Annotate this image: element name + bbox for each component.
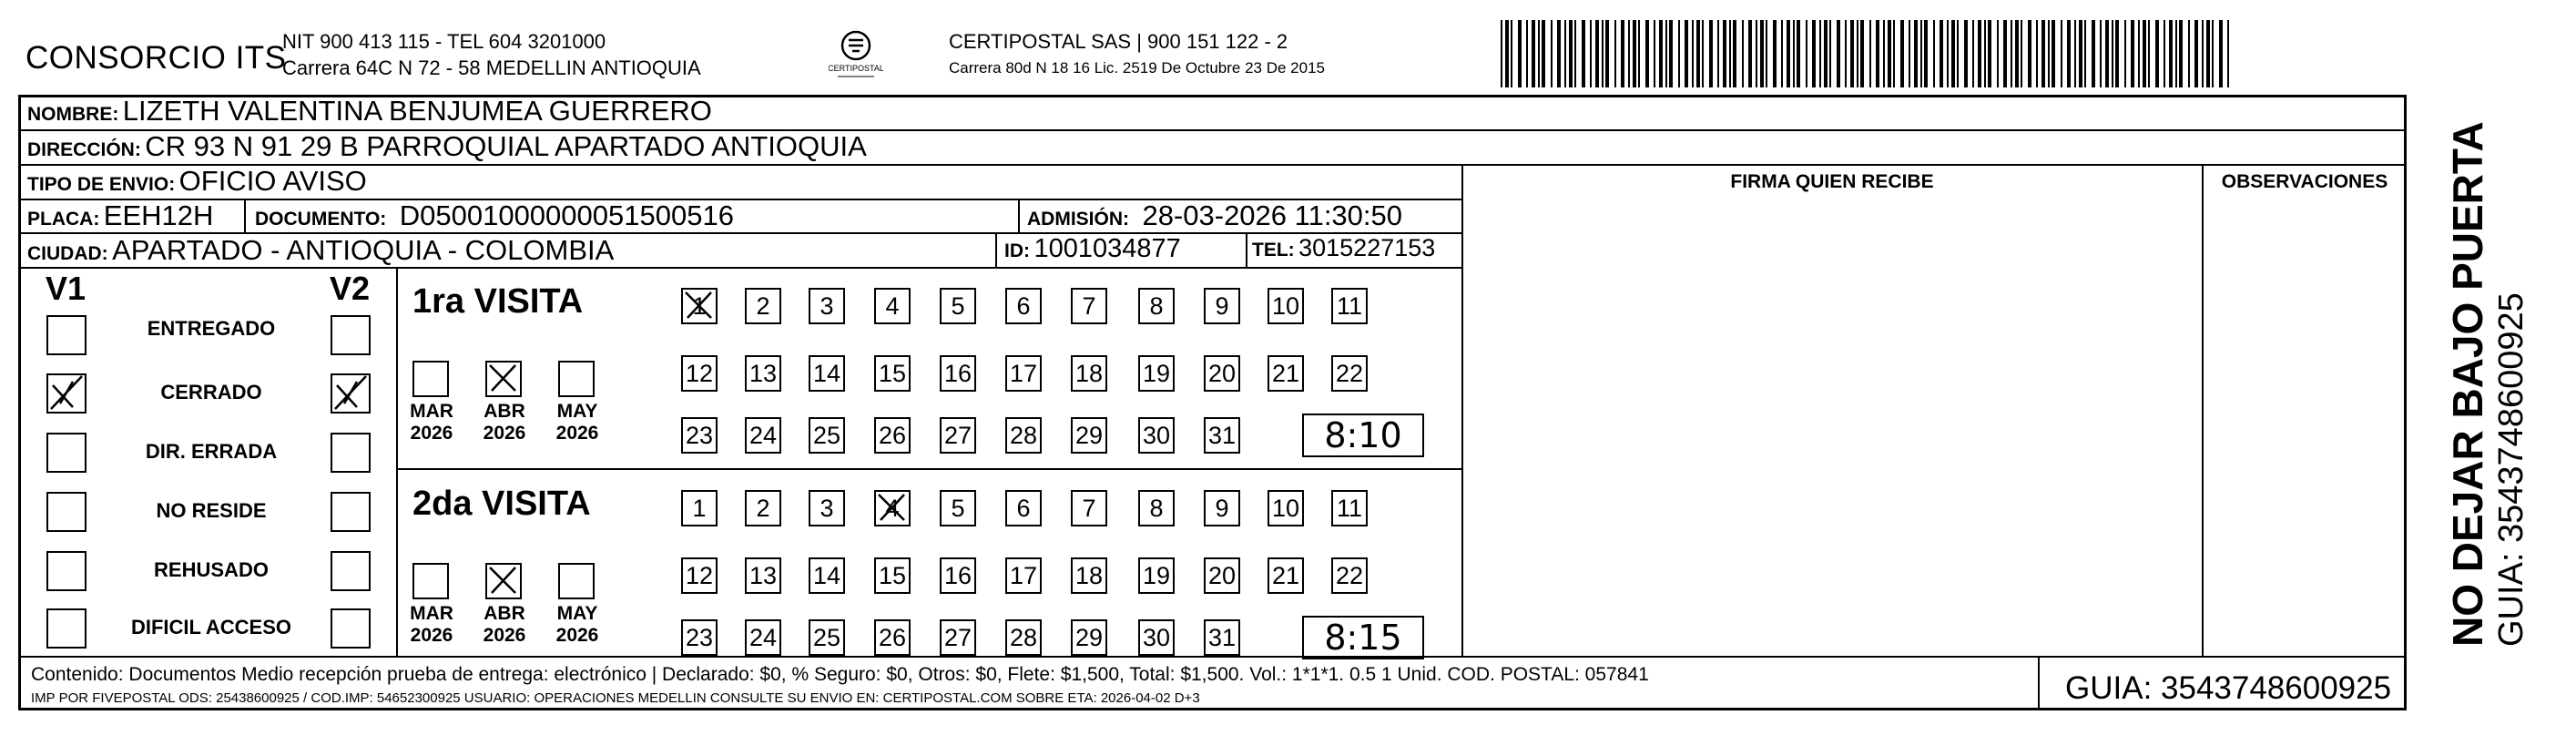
month-checkbox[interactable] [412,361,449,397]
day-box[interactable] [1138,619,1175,656]
certipostal-address: Carrera 80d N 18 16 Lic. 2519 De Octubre 23 De 2015 [949,59,1325,77]
side-notice [2420,109,2557,647]
month-name: MAY [556,603,598,624]
day-number: 8 [1149,495,1164,522]
nombre-row [27,95,712,128]
day-number: 26 [878,422,907,449]
x-mark-icon [484,562,521,598]
certipostal-info [949,28,1325,81]
month-checkbox[interactable] [485,361,522,397]
day-number: 14 [812,562,841,589]
day-number: 28 [1009,422,1038,449]
month-label [400,603,463,647]
day-number: 16 [943,360,972,387]
status-option-label: ENTREGADO [147,317,276,340]
day-box[interactable] [1204,417,1240,454]
day-number: 31 [1207,422,1237,449]
day-number: 25 [812,624,841,651]
side-notice-text: NO DEJAR BAJO PUERTA [2444,121,2491,647]
direccion-label: DIRECCIÓN: [27,139,141,160]
month-checkbox[interactable] [558,563,595,599]
month-label [545,401,609,444]
nit-line: NIT 900 413 115 - TEL 604 3201000 [282,30,606,53]
day-box[interactable] [1071,490,1107,526]
day-number: 2 [756,292,770,320]
id-value: 1001034877 [1033,234,1181,263]
day-box[interactable] [1268,490,1304,526]
day-box[interactable] [1005,355,1042,392]
day-box[interactable] [1005,490,1042,526]
month-name: MAR [410,401,453,422]
day-box[interactable] [681,355,718,392]
status-option-label: NO RESIDE [156,499,267,522]
month-name: MAR [410,603,453,624]
v2-checkbox[interactable] [331,551,371,591]
id-cell [1004,234,1181,264]
check-mark-icon [330,373,370,413]
placa-label: PLACA: [27,209,100,230]
day-box[interactable] [1138,417,1175,454]
day-box[interactable] [681,557,718,594]
day-box[interactable] [1204,619,1240,656]
direccion-value: CR 93 N 91 29 B PARROQUIAL APARTADO ANTIOQUIA [145,130,867,162]
footer-print-info: IMP POR FIVEPOSTAL ODS: 25438600925 / COD.IMP: 54652300925 USUARIO: OPERACIONES MEDELLIN CONSULTE SU ENVIO EN: CERTIPOSTAL.COM SOBRE ETA: 2026-04-02 D+3 [31,690,1200,706]
v1-checkbox[interactable] [46,373,87,414]
month-year: 2026 [410,423,453,444]
day-box[interactable] [1071,619,1107,656]
day-number: 27 [943,422,972,449]
day-box[interactable] [1331,490,1368,526]
month-checkbox[interactable] [485,563,522,599]
check-mark-icon [46,373,86,413]
placa-value: EEH12H [103,199,214,231]
day-number: 16 [943,562,972,589]
tipo-envio-value: OFICIO AVISO [178,165,367,197]
day-number: 22 [1335,360,1364,387]
day-number: 20 [1207,360,1237,387]
day-number: 18 [1074,360,1104,387]
status-option-label: DIR. ERRADA [145,440,278,463]
day-box[interactable] [745,417,781,454]
day-box[interactable] [940,619,976,656]
day-number: 22 [1335,562,1364,589]
x-mark-icon [680,287,717,323]
v2-header: V2 [330,270,371,307]
day-number: 5 [951,292,965,320]
day-box[interactable] [681,288,718,324]
status-option-label: DIFICIL ACCESO [130,616,291,639]
day-number: 12 [685,562,714,589]
v2-checkbox[interactable] [331,315,371,355]
day-box[interactable] [1268,288,1304,324]
day-box[interactable] [874,288,911,324]
x-mark-icon [484,360,521,396]
v1-checkbox[interactable] [46,315,87,355]
day-number: 17 [1009,562,1038,589]
barcode [1501,20,2229,87]
visit-title: 1ra VISITA [412,282,584,321]
day-number: 19 [1142,360,1171,387]
documento-cell [255,199,734,232]
day-number: 28 [1009,624,1038,651]
day-number: 19 [1142,562,1171,589]
day-box[interactable] [745,490,781,526]
day-box[interactable] [874,355,911,392]
day-box[interactable] [874,557,911,594]
direccion-row [27,130,867,163]
day-number: 6 [1016,292,1031,320]
day-number: 13 [748,360,778,387]
day-box[interactable] [681,490,718,526]
day-number: 11 [1336,495,1363,522]
nombre-value: LIZETH VALENTINA BENJUMEA GUERRERO [122,95,712,127]
month-year: 2026 [555,423,599,444]
day-number: 13 [748,562,778,589]
day-number: 20 [1207,562,1237,589]
month-label [400,401,463,444]
day-number: 21 [1271,360,1300,387]
day-box[interactable] [1071,557,1107,594]
day-box[interactable] [940,288,976,324]
day-box[interactable] [809,619,845,656]
side-guia-text: GUIA: 3543748600925 [2492,292,2530,647]
day-number: 3 [820,292,834,320]
day-box[interactable] [940,417,976,454]
day-number: 1 [692,292,707,320]
day-number: 1 [692,495,707,522]
day-number: 21 [1271,562,1300,589]
certipostal-logo-icon [829,27,883,82]
day-box[interactable] [1331,355,1368,392]
month-year: 2026 [483,423,526,444]
day-box[interactable] [1268,355,1304,392]
day-number: 25 [812,422,841,449]
logo-label: CERTIPOSTAL [829,64,883,73]
day-number: 8 [1149,292,1164,320]
day-number: 9 [1215,495,1229,522]
day-number: 3 [820,495,834,522]
day-box[interactable] [1071,288,1107,324]
day-number: 4 [885,292,900,320]
day-box[interactable] [1138,557,1175,594]
day-box[interactable] [940,557,976,594]
month-name: ABR [484,401,525,422]
day-number: 4 [885,495,900,522]
admision-cell [1027,199,1402,232]
company-info [282,28,701,81]
day-box[interactable] [1071,417,1107,454]
day-number: 26 [878,624,907,651]
day-box[interactable] [1268,557,1304,594]
month-name: ABR [484,603,525,624]
day-box[interactable] [1204,490,1240,526]
observaciones-header: OBSERVACIONES [2221,171,2388,192]
ciudad-value: APARTADO - ANTIOQUIA - COLOMBIA [112,234,615,266]
v1-checkbox[interactable] [46,492,87,532]
day-box[interactable] [874,490,911,526]
v1-checkbox[interactable] [46,551,87,591]
admision-value: 28-03-2026 11:30:50 [1142,199,1403,231]
day-box[interactable] [1204,355,1240,392]
day-box[interactable] [809,557,845,594]
day-number: 27 [943,624,972,651]
day-number: 23 [685,422,714,449]
v2-checkbox[interactable] [331,608,371,649]
day-number: 30 [1142,422,1171,449]
day-number: 7 [1082,495,1096,522]
day-box[interactable] [681,619,718,656]
documento-label: DOCUMENTO: [255,209,387,230]
day-box[interactable] [940,490,976,526]
day-box[interactable] [1005,557,1042,594]
day-box[interactable] [1331,288,1368,324]
footer-content: Contenido: Documentos Medio recepción prueba de entrega: electrónico | Declarado: $0, % Seguro: $0, Otros: $0, Flete: $1,500, Total: $1,500. Vol.: 1*1*1. 0.5 1 Unid. COD. POSTAL: 057841 [31,664,1649,685]
day-number: 9 [1215,292,1229,320]
day-box[interactable] [809,490,845,526]
x-mark-icon [873,489,910,526]
day-number: 2 [756,495,770,522]
ciudad-cell [27,234,614,267]
documento-value: D05001000000051500516 [399,199,734,231]
day-number: 29 [1074,422,1104,449]
placa-cell [27,199,213,232]
day-box[interactable] [745,557,781,594]
month-checkbox[interactable] [558,361,595,397]
firma-header: FIRMA QUIEN RECIBE [1730,171,1934,192]
day-number: 29 [1074,624,1104,651]
month-year: 2026 [483,625,526,646]
day-box[interactable] [809,288,845,324]
address-line: Carrera 64C N 72 - 58 MEDELLIN ANTIOQUIA [282,56,701,79]
visit-time: 8:15 [1302,616,1424,659]
tel-cell [1252,234,1435,262]
brand-name: CONSORCIO ITS [25,40,287,76]
tel-label: TEL: [1252,240,1295,261]
day-box[interactable] [874,417,911,454]
certipostal-name: CERTIPOSTAL SAS | 900 151 122 - 2 [949,30,1288,53]
month-label [473,603,536,647]
day-number: 5 [951,495,965,522]
day-number: 11 [1336,292,1363,320]
day-box[interactable] [745,619,781,656]
v1-checkbox[interactable] [46,608,87,649]
month-label [545,603,609,647]
day-number: 24 [748,624,778,651]
month-label [473,401,536,444]
day-number: 15 [878,360,907,387]
id-label: ID: [1004,240,1030,261]
v1-checkbox[interactable] [46,433,87,473]
day-box[interactable] [1005,288,1042,324]
month-checkbox[interactable] [412,563,449,599]
guia-number: GUIA: 3543748600925 [2065,670,2392,706]
tel-value: 3015227153 [1298,234,1436,261]
day-box[interactable] [1331,557,1368,594]
tipo-envio-row [27,165,367,198]
day-number: 15 [878,562,907,589]
day-number: 10 [1271,292,1300,320]
day-number: 6 [1016,495,1031,522]
day-number: 14 [812,360,841,387]
nombre-label: NOMBRE: [27,104,119,125]
day-number: 31 [1207,624,1237,651]
day-box[interactable] [1204,288,1240,324]
day-number: 24 [748,422,778,449]
day-box[interactable] [1204,557,1240,594]
day-box[interactable] [1071,355,1107,392]
day-number: 7 [1082,292,1096,320]
v1-header: V1 [46,270,87,307]
v2-checkbox[interactable] [331,433,371,473]
day-number: 30 [1142,624,1171,651]
admision-label: ADMISIÓN: [1027,209,1129,230]
day-box[interactable] [1005,417,1042,454]
status-option-label: CERRADO [160,381,262,404]
day-box[interactable] [1138,288,1175,324]
day-box[interactable] [681,417,718,454]
day-number: 10 [1271,495,1300,522]
tipo-envio-label: TIPO DE ENVIO: [27,174,176,195]
month-name: MAY [556,401,598,422]
day-number: 17 [1009,360,1038,387]
visit-time: 8:10 [1302,414,1424,457]
v2-checkbox[interactable] [331,373,371,414]
day-box[interactable] [940,355,976,392]
day-box[interactable] [1005,619,1042,656]
v2-checkbox[interactable] [331,492,371,532]
visit-title: 2da VISITA [412,485,591,523]
month-year: 2026 [555,625,599,646]
day-box[interactable] [745,288,781,324]
day-box[interactable] [745,355,781,392]
day-box[interactable] [874,619,911,656]
status-option-label: REHUSADO [154,558,269,581]
month-year: 2026 [410,625,453,646]
day-number: 18 [1074,562,1104,589]
day-number: 23 [685,624,714,651]
day-box[interactable] [809,417,845,454]
day-box[interactable] [809,355,845,392]
day-box[interactable] [1138,355,1175,392]
day-box[interactable] [1138,490,1175,526]
ciudad-label: CIUDAD: [27,243,108,264]
day-number: 12 [685,360,714,387]
